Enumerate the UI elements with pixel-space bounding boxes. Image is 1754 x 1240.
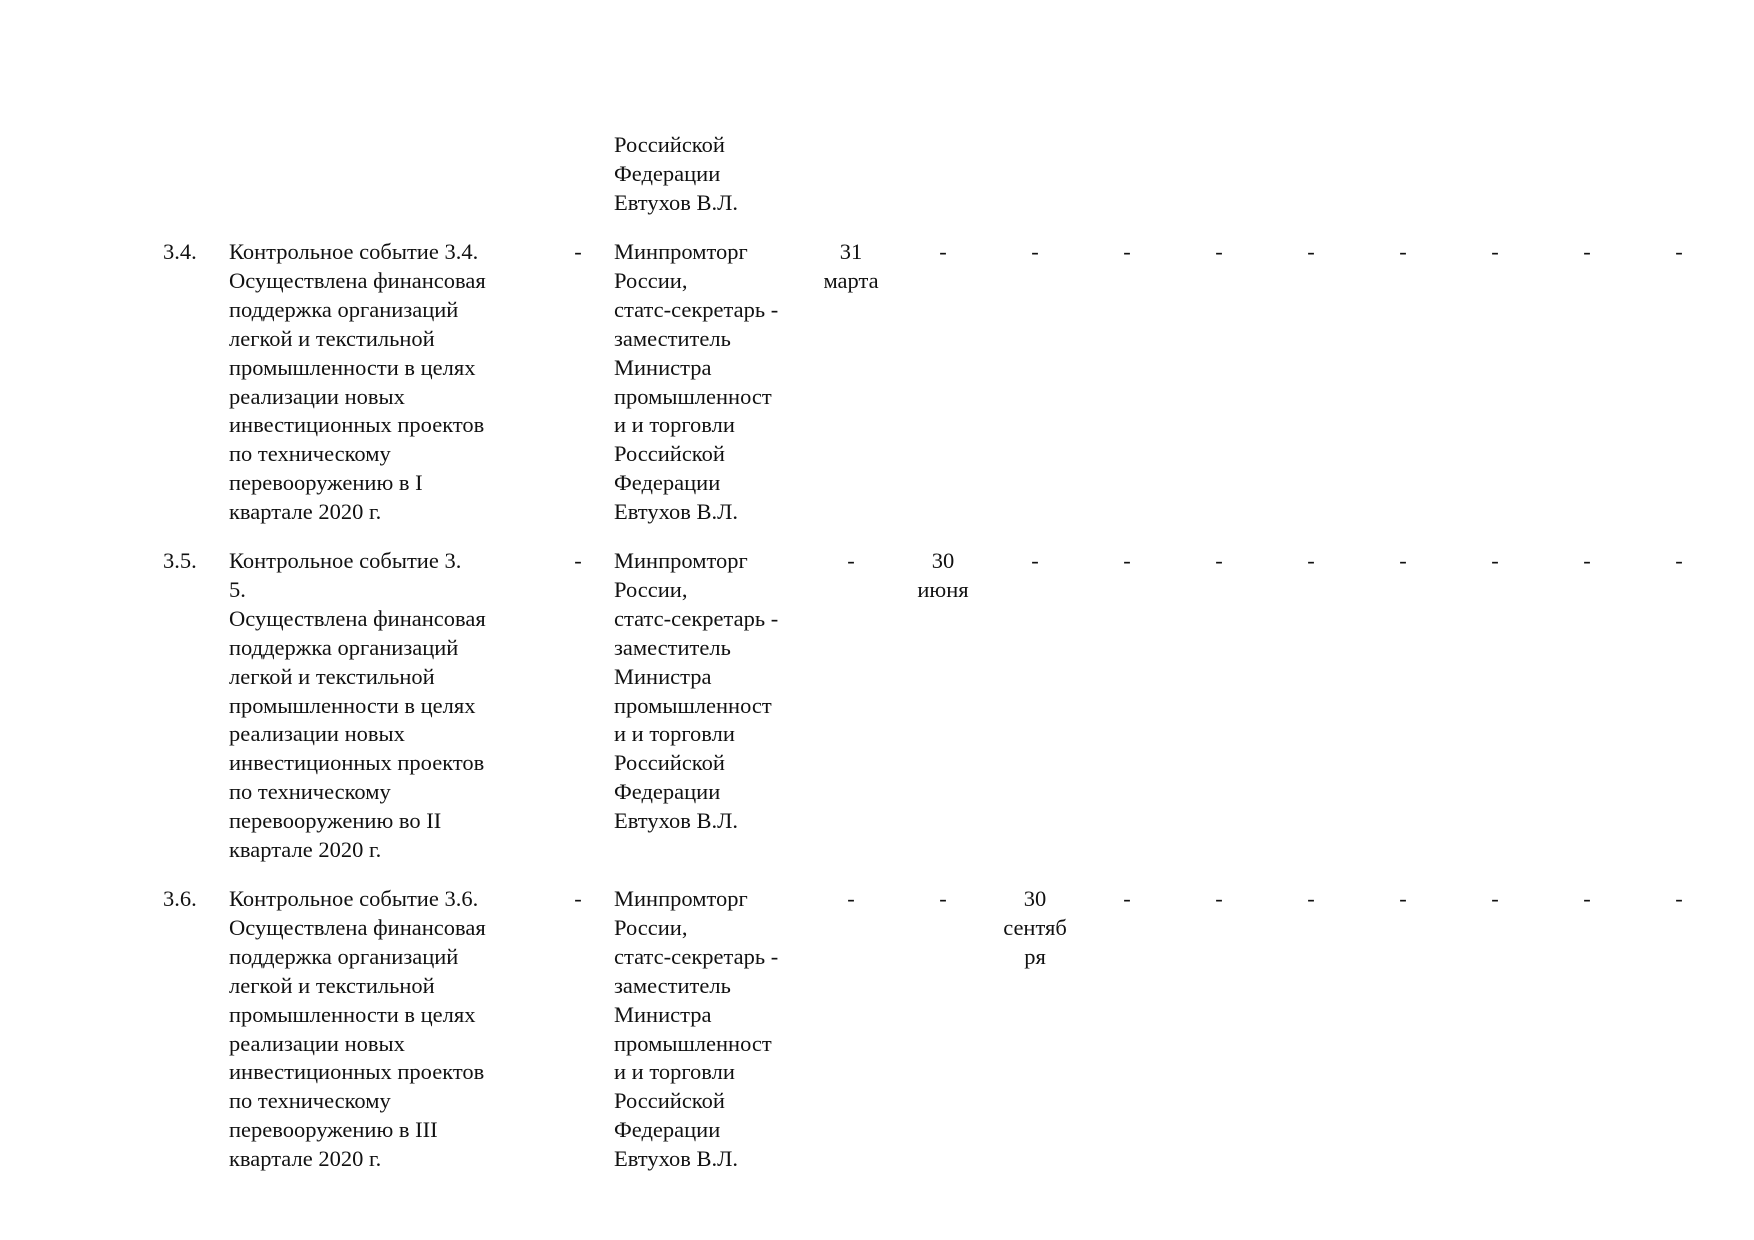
- date-cell-10: -: [1675, 886, 1683, 911]
- date-cell-1: -: [847, 548, 855, 573]
- date-cell-4: -: [1123, 886, 1131, 911]
- responsible-cell: Минпромторг России, статс-секретарь - заместитель Министра промышленност и и торговли Российской Федерации Евтухов В.Л.: [614, 886, 779, 1172]
- date-cell-3: 30 сентяб ря: [1003, 886, 1067, 969]
- date-cell-5: -: [1215, 239, 1223, 264]
- responsible-cell: Российской Федерации Евтухов В.Л.: [614, 132, 739, 215]
- date-cell-10: -: [1675, 239, 1683, 264]
- date-cell-7: -: [1399, 548, 1407, 573]
- date-cell-3: -: [1031, 239, 1039, 264]
- date-cell-10: -: [1675, 548, 1683, 573]
- date-cell-6: -: [1307, 548, 1315, 573]
- date-cell-8: -: [1491, 886, 1499, 911]
- event-description: Контрольное событие 3. 5. Осуществлена финансовая поддержка организаций легкой и текстильной промышленности в целях реализации новых инвестиционных проектов по техническому перевооружению во II квартале 2020 г.: [229, 548, 486, 863]
- date-cell-4: -: [1123, 239, 1131, 264]
- event-description: Контрольное событие 3.4. Осуществлена финансовая поддержка организаций легкой и текстильной промышленности в целях реализации новых инвестиционных проектов по техническому перевооружению в I квартале 2020 г.: [229, 239, 486, 525]
- date-cell-1: -: [847, 886, 855, 911]
- date-cell-1: 31 марта: [823, 239, 879, 293]
- date-cell-9: -: [1583, 239, 1591, 264]
- event-description: Контрольное событие 3.6. Осуществлена финансовая поддержка организаций легкой и текстильной промышленности в целях реализации новых инвестиционных проектов по техническому перевооружению в III квартале 2020 г.: [229, 886, 486, 1172]
- date-cell-8: -: [1491, 239, 1499, 264]
- date-cell-8: -: [1491, 548, 1499, 573]
- date-cell-7: -: [1399, 239, 1407, 264]
- date-cell-6: -: [1307, 239, 1315, 264]
- row-number: 3.5.: [163, 548, 197, 573]
- responsible-cell: Минпромторг России, статс-секретарь - заместитель Министра промышленност и и торговли Российской Федерации Евтухов В.Л.: [614, 548, 779, 834]
- date-cell-3: -: [1031, 548, 1039, 573]
- date-cell-6: -: [1307, 886, 1315, 911]
- date-cell-7: -: [1399, 886, 1407, 911]
- date-cell-2: -: [939, 239, 947, 264]
- responsible-cell: Минпромторг России, статс-секретарь - заместитель Министра промышленност и и торговли Российской Федерации Евтухов В.Л.: [614, 239, 779, 525]
- date-cell-9: -: [1583, 886, 1591, 911]
- row-number: 3.6.: [163, 886, 197, 911]
- date-cell-5: -: [1215, 548, 1223, 573]
- row-number: 3.4.: [163, 239, 197, 264]
- result-cell: -: [574, 886, 582, 911]
- result-cell: -: [574, 548, 582, 573]
- date-cell-2: -: [939, 886, 947, 911]
- date-cell-9: -: [1583, 548, 1591, 573]
- date-cell-5: -: [1215, 886, 1223, 911]
- date-cell-2: 30 июня: [917, 548, 969, 602]
- date-cell-4: -: [1123, 548, 1131, 573]
- result-cell: -: [574, 239, 582, 264]
